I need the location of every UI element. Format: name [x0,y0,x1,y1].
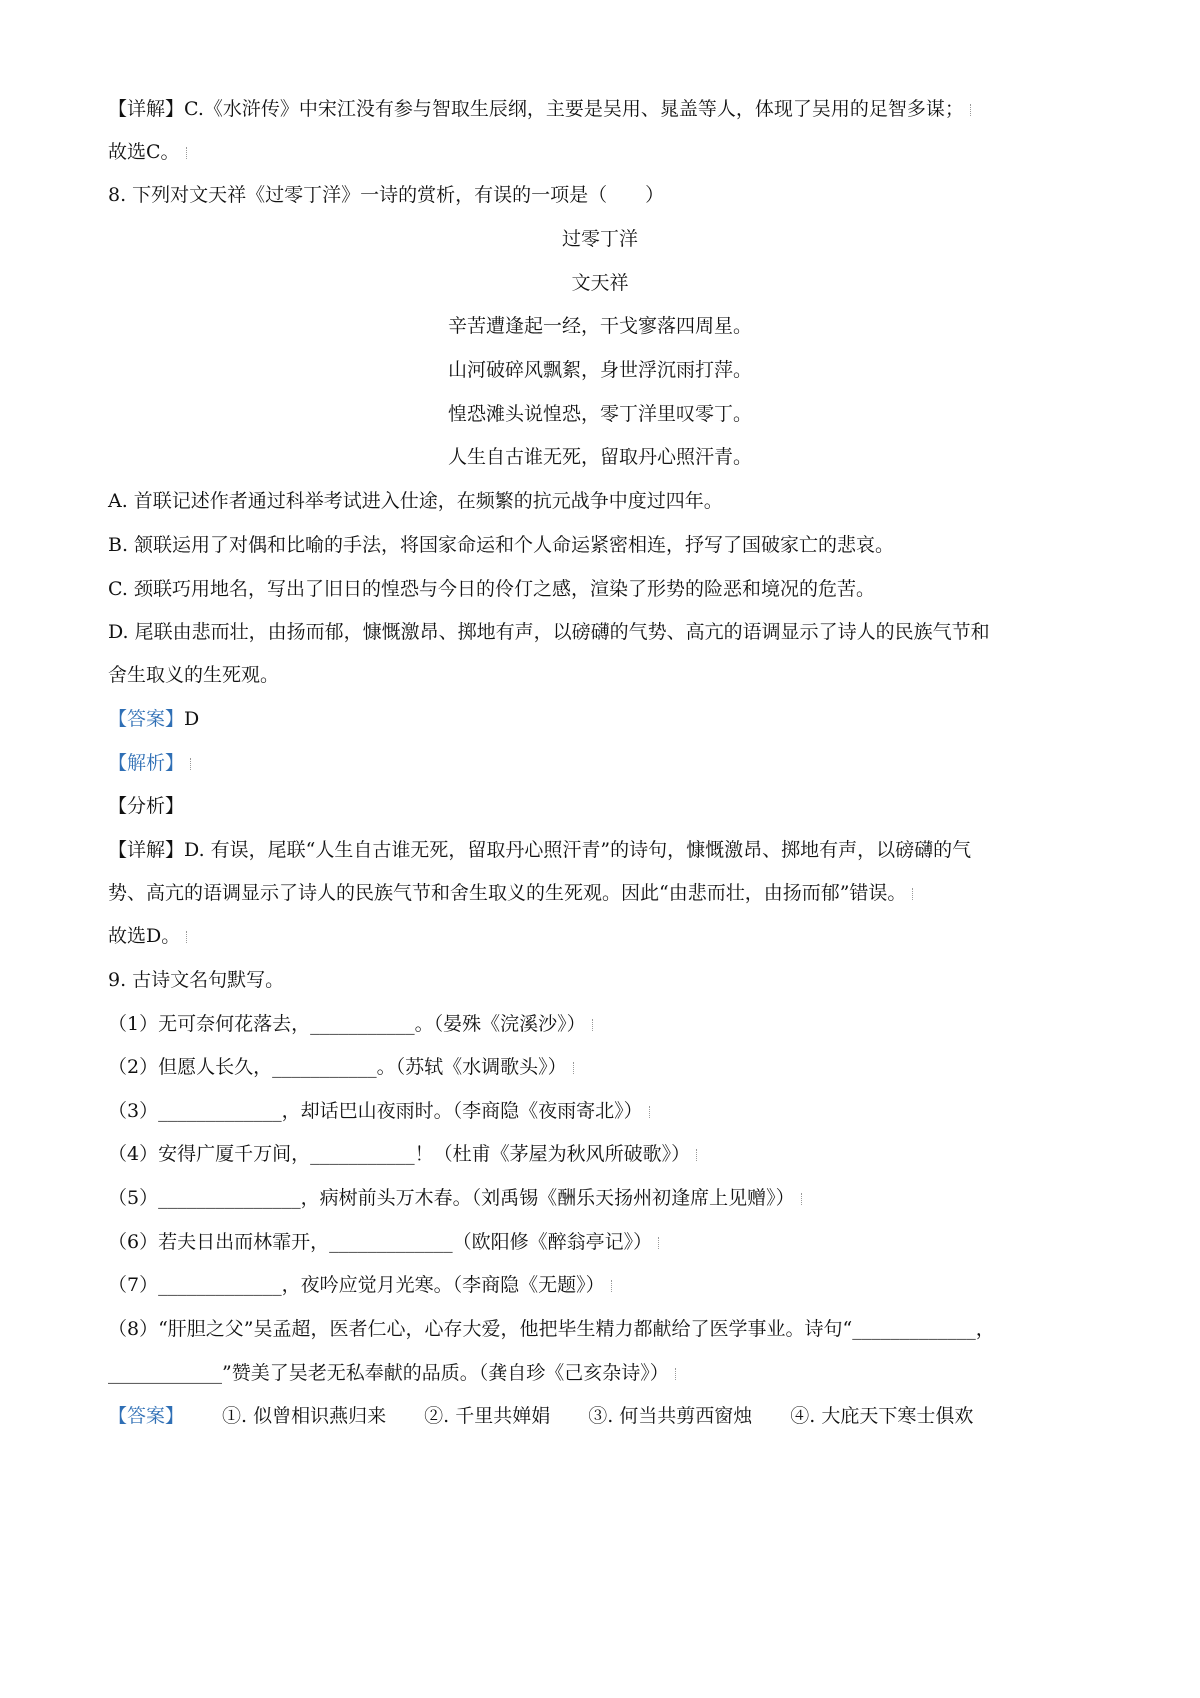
answer-tag: 【答案】 [108,708,185,730]
q8-fenxi: 【分析】 [108,795,185,817]
detail-text: D. 有误，尾联“人生自古谁无死，留取丹心照汗青”的诗句，慷慨激昂、掷地有声，以磅礴的气 [184,839,972,861]
paragraph-mark-icon [696,1149,700,1161]
option-b: B. 颔联运用了对偶和比喻的手法，将国家命运和个人命运紧密相连，抒写了国破家亡的悲哀。 [108,534,895,556]
q9-item [108,1185,1108,1211]
poem-line: 惶恐滩头说惶恐，零丁洋里叹零丁。 [447,403,752,425]
choice-text: 故选D。 [108,925,181,947]
paragraph-mark-icon [190,758,194,770]
q9-item-cont [108,1360,1108,1386]
answer-item: ①. 似曾相识燕归来 [222,1405,387,1427]
poem-title: 过零丁洋 [561,228,638,250]
detail-text: C.《水浒传》中宋江没有参与智取生辰纲，主要是吴用、晁盖等人，体现了吴用的足智多谋； [184,98,964,120]
item-text: （5）_______________，病树前头万木春。（刘禹锡《酬乐天扬州初逢席上见赠》） [108,1187,795,1209]
poem-line: 辛苦遭逢起一经，干戈寥落四周星。 [447,315,752,337]
choice-text: 故选C。 [108,141,180,163]
q9-item [108,1141,1108,1167]
option-a: A. 首联记述作者通过科举考试进入仕途，在频繁的抗元战争中度过四年。 [108,490,723,512]
q9-item [108,1011,1108,1037]
q8-detail-1 [108,837,1108,863]
item-text: （2）但愿人长久，___________。（苏轼《水调歌头》） [108,1056,567,1078]
detail-tag: 【详解】 [108,839,185,861]
q8-analysis [108,750,1108,776]
q9-answer [108,1403,1108,1429]
paragraph-mark-icon [675,1368,679,1380]
q7-choice [108,139,1108,165]
poem-line: 人生自古谁无死，留取丹心照汗青。 [447,446,752,468]
answer-item: ④. 大庇天下寒士俱欢 [790,1405,974,1427]
option-d: D. 尾联由悲而壮，由扬而郁，慷慨激昂、掷地有声，以磅礴的气势、高亢的语调显示了诗人的民族气节和 [108,621,990,643]
paragraph-mark-icon [592,1019,596,1031]
item-text: （6）若夫日出而林霏开，_____________（欧阳修《醉翁亭记》） [108,1231,653,1253]
paragraph-mark-icon [611,1280,615,1292]
q8-choice [108,923,1108,949]
q9-question: 9. 古诗文名句默写。 [108,969,285,991]
paragraph-mark-icon [186,931,190,943]
q8-detail-2 [108,880,1108,906]
paragraph-mark-icon [912,888,916,900]
q9-item [108,1054,1108,1080]
answer-item: ②. 千里共婵娟 [424,1405,551,1427]
paragraph-mark-icon [801,1193,805,1205]
detail-text: 势、高亢的语调显示了诗人的民族气节和舍生取义的生死观。因此“由悲而壮，由扬而郁”错误。 [108,882,907,904]
item-text: （1）无可奈何花落去，___________。（晏殊《浣溪沙》） [108,1013,586,1035]
item-text: （7）_____________，夜吟应觉月光寒。（李商隐《无题》） [108,1274,605,1296]
poem-line: 山河破碎风飘絮，身世浮沉雨打萍。 [447,359,752,381]
analysis-tag: 【解析】 [108,752,185,774]
q9-item [108,1098,1108,1124]
paragraph-mark-icon [186,147,190,159]
detail-tag: 【详解】 [108,98,185,120]
q9-item: （8）“肝胆之父”吴孟超，医者仁心，心存大爱，他把毕生精力都献给了医学事业。诗句“_____________， [108,1318,995,1340]
answer-tag: 【答案】 [108,1405,185,1427]
poem-author: 文天祥 [571,272,629,294]
paragraph-mark-icon [970,104,974,116]
paragraph-mark-icon [649,1106,653,1118]
item-text: （4）安得广厦千万间，___________！（杜甫《茅屋为秋风所破歌》） [108,1143,691,1165]
option-d-cont: 舍生取义的生死观。 [108,664,280,686]
paragraph-mark-icon [573,1062,577,1074]
item-text: （3）_____________，却话巴山夜雨时。（李商隐《夜雨寄北》） [108,1100,643,1122]
q7-detail [108,96,1108,122]
q8-question: 8. 下列对文天祥《过零丁洋》一诗的赏析，有误的一项是（ ） [108,184,665,206]
q9-item [108,1272,1108,1298]
q8-answer [108,706,1108,732]
q9-item [108,1229,1108,1255]
answer-item: ③. 何当共剪西窗烛 [588,1405,753,1427]
answer-value: D [184,708,200,730]
item-text: ____________”赞美了吴老无私奉献的品质。（龚自珍《己亥杂诗》） [108,1362,669,1384]
paragraph-mark-icon [658,1237,662,1249]
option-c: C. 颈联巧用地名，写出了旧日的惶恐与今日的伶仃之感，渲染了形势的险恶和境况的危苦。 [108,578,875,600]
